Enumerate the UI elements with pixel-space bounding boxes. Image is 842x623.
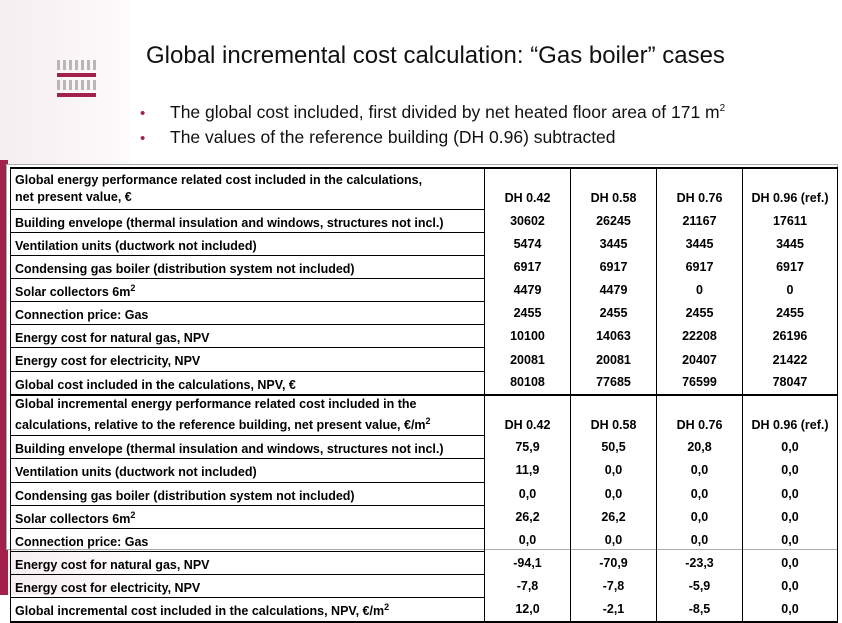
row-label-text: Building envelope (thermal insulation and windows, structures not incl.): [15, 215, 444, 230]
header-line-2-text: net present value, €: [15, 189, 132, 204]
row-value: 26245: [571, 209, 657, 232]
row-value: 26,2: [485, 505, 571, 528]
row-label-superscript: 2: [130, 282, 136, 293]
row-label: [11, 232, 485, 255]
row-value: 20081: [571, 348, 657, 371]
row-label-text: Condensing gas boiler (distribution system not included): [15, 488, 355, 503]
table-row: [11, 459, 838, 482]
row-value: 26,2: [571, 505, 657, 528]
row-label-text: Energy cost for electricity, NPV: [15, 354, 201, 369]
row-value: 6917: [657, 255, 743, 278]
bullet-list: [140, 96, 725, 152]
total-label: [11, 598, 485, 622]
row-label: [11, 209, 485, 232]
table-row: [11, 302, 838, 325]
row-value: 0,0: [485, 482, 571, 505]
bullet-icon: •: [140, 104, 146, 122]
row-value: 20407: [657, 348, 743, 371]
row-label: [11, 348, 485, 371]
row-value: 30602: [485, 209, 571, 232]
row-label-text: Connection price: Gas: [15, 535, 149, 550]
row-value: 4479: [485, 278, 571, 301]
row-label-text: Ventilation units (ductwork not included): [15, 465, 257, 480]
row-label: [11, 528, 485, 551]
total-label-text: Global incremental cost included in the calculations, NPV, €/m: [15, 604, 385, 619]
row-value: 17611: [743, 209, 838, 232]
table-row: [11, 348, 838, 371]
row-value: 2455: [485, 302, 571, 325]
header-line-2: [15, 189, 480, 206]
row-label-text: Connection price: Gas: [15, 308, 149, 323]
column-header: DH 0.58: [571, 395, 657, 436]
column-header: DH 0.42: [485, 395, 571, 436]
row-value: 0,0: [743, 575, 838, 598]
table-row: [11, 232, 838, 255]
table-row: [11, 278, 838, 301]
row-value: 0,0: [743, 528, 838, 551]
row-value: 75,9: [485, 436, 571, 459]
row-label: [11, 302, 485, 325]
cost-table-panel: [6, 164, 838, 619]
row-value: 0: [657, 278, 743, 301]
column-header: DH 0.96 (ref.): [743, 395, 838, 436]
column-header: DH 0.76: [657, 395, 743, 436]
row-value: 3445: [571, 232, 657, 255]
total-label-superscript: 2: [384, 602, 390, 613]
row-value: 0,0: [485, 528, 571, 551]
row-value: 0,0: [743, 482, 838, 505]
row-value: 22208: [657, 325, 743, 348]
row-value: 0,0: [657, 505, 743, 528]
row-label: [11, 325, 485, 348]
row-value: 0,0: [571, 459, 657, 482]
row-value: 5474: [485, 232, 571, 255]
total-label-text: Global cost included in the calculations, NPV, €: [15, 377, 296, 392]
row-label-text: Energy cost for natural gas, NPV: [15, 558, 210, 573]
header-line-1: Global incremental energy performance related cost included in the: [15, 397, 417, 412]
row-label: [11, 278, 485, 301]
row-label: [11, 482, 485, 505]
table-row: [11, 505, 838, 528]
row-value: 21167: [657, 209, 743, 232]
table2-header-label: [11, 395, 485, 436]
row-value: 50,5: [571, 436, 657, 459]
slide-title: Global incremental cost calculation: “Gas boiler” cases: [146, 42, 725, 69]
cost-table: [10, 167, 838, 623]
row-label: [11, 552, 485, 575]
row-label-text: Building envelope (thermal insulation and windows, structures not incl.): [15, 442, 444, 457]
table1-total-row: [11, 371, 838, 395]
table-row: [11, 325, 838, 348]
total-value: 78047: [743, 371, 838, 395]
row-value: -94,1: [485, 552, 571, 575]
table-row: [11, 575, 838, 598]
row-value: 0,0: [657, 482, 743, 505]
total-value: 12,0: [485, 598, 571, 622]
row-label: [11, 459, 485, 482]
row-value: 14063: [571, 325, 657, 348]
row-value: 3445: [743, 232, 838, 255]
table-row: [11, 209, 838, 232]
row-label-text: Energy cost for natural gas, NPV: [15, 331, 210, 346]
row-value: 6917: [743, 255, 838, 278]
row-label: [11, 255, 485, 278]
row-label-text: Condensing gas boiler (distribution system not included): [15, 261, 355, 276]
row-value: -23,3: [657, 552, 743, 575]
row-value: 0,0: [657, 459, 743, 482]
header-line-1: Global energy performance related cost included in the calculations,: [15, 172, 423, 187]
row-value: -7,8: [485, 575, 571, 598]
row-value: 2455: [657, 302, 743, 325]
table-row: [11, 436, 838, 459]
row-value: 0,0: [743, 459, 838, 482]
row-label-text: Solar collectors 6m: [15, 511, 131, 526]
row-value: -70,9: [571, 552, 657, 575]
table1-header-row: [11, 168, 838, 209]
total-value: 80108: [485, 371, 571, 395]
row-label: [11, 505, 485, 528]
row-value: 0,0: [743, 436, 838, 459]
row-value: -5,9: [657, 575, 743, 598]
bullet-item: [140, 124, 725, 152]
table2-header-row: [11, 395, 838, 436]
bullet-text: The values of the reference building (DH 0.96) subtracted: [170, 127, 616, 147]
header-line-2: [15, 413, 480, 434]
total-value: -2,1: [571, 598, 657, 622]
row-value: 3445: [657, 232, 743, 255]
row-label-superscript: 2: [130, 509, 136, 520]
row-value: 6917: [485, 255, 571, 278]
row-value: 4479: [571, 278, 657, 301]
row-label: [11, 575, 485, 598]
table1-header-label: [11, 168, 485, 209]
bullet-text: The global cost included, first divided by net heated floor area of 171 m: [170, 101, 720, 122]
row-value: -7,8: [571, 575, 657, 598]
row-value: 6917: [571, 255, 657, 278]
logo-icon: [57, 60, 97, 98]
table-row: [11, 528, 838, 551]
row-value: 0,0: [743, 552, 838, 575]
column-header: DH 0.76: [657, 168, 743, 209]
table-row: [11, 255, 838, 278]
header-superscript: 2: [425, 416, 431, 427]
row-value: 0,0: [571, 482, 657, 505]
column-header: DH 0.42: [485, 168, 571, 209]
column-header: DH 0.96 (ref.): [743, 168, 838, 209]
total-value: 77685: [571, 371, 657, 395]
row-value: 10100: [485, 325, 571, 348]
bullet-icon: •: [140, 130, 146, 147]
row-label-text: Solar collectors 6m: [15, 285, 131, 300]
column-header: DH 0.58: [571, 168, 657, 209]
row-value: 0,0: [657, 528, 743, 551]
table-row: [11, 482, 838, 505]
row-value: 21422: [743, 348, 838, 371]
total-value: 76599: [657, 371, 743, 395]
row-label-text: Energy cost for electricity, NPV: [15, 581, 201, 596]
table2-total-row: [11, 598, 838, 622]
row-label: [11, 436, 485, 459]
row-value: 0,0: [571, 528, 657, 551]
row-value: 20,8: [657, 436, 743, 459]
row-value: 2455: [571, 302, 657, 325]
total-value: -8,5: [657, 598, 743, 622]
header-line-2-text: calculations, relative to the reference building, net present value, €/m: [15, 418, 426, 433]
total-value: 0,0: [743, 598, 838, 622]
row-value: 0,0: [743, 505, 838, 528]
row-value: 0: [743, 278, 838, 301]
bullet-superscript: 2: [719, 103, 726, 114]
bullet-item: [140, 96, 725, 124]
row-label-text: Ventilation units (ductwork not included): [15, 238, 257, 253]
row-value: 11,9: [485, 459, 571, 482]
row-value: 26196: [743, 325, 838, 348]
table-row: [11, 552, 838, 575]
row-value: 2455: [743, 302, 838, 325]
row-value: 20081: [485, 348, 571, 371]
total-label: [11, 371, 485, 395]
